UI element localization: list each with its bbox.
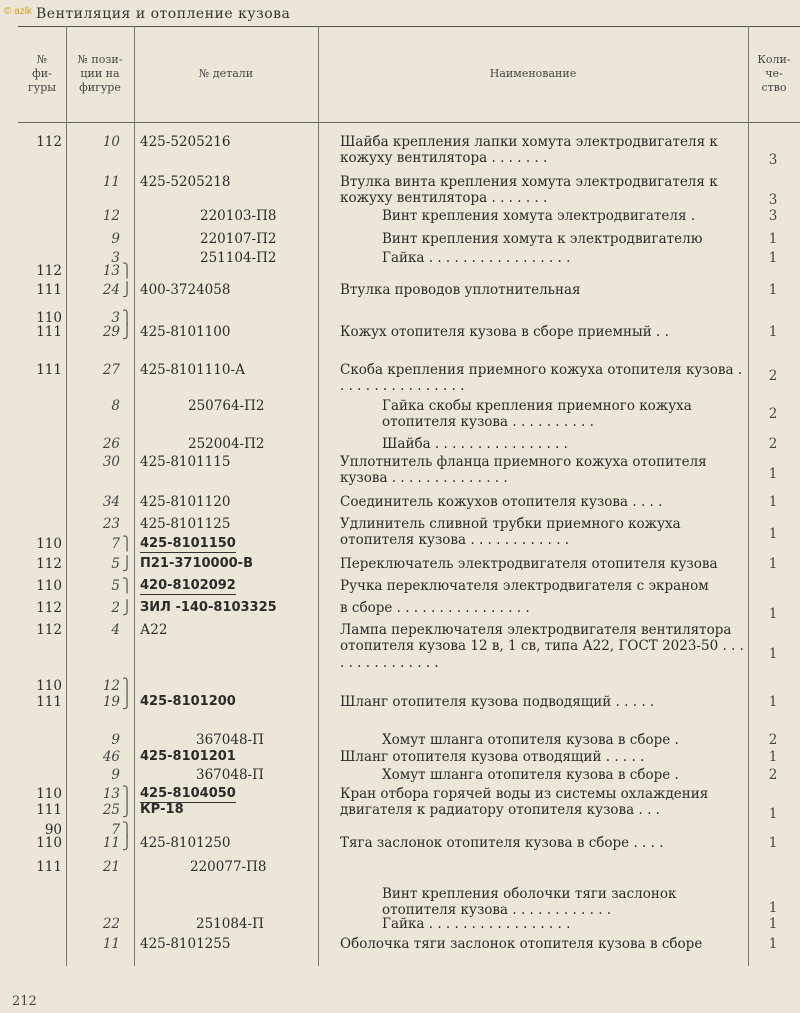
quantity-cell: 2: [768, 368, 778, 384]
part-name-cell: Соединитель кожухов отопителя кузова . . . .: [340, 494, 663, 510]
part-name-cell: Лампа переключателя электродвигателя вентилятора отопителя кузова 12 в, 1 св, типа А22, ГОСТ 2023-50 . . . . . . . . . . . . . . .: [340, 622, 744, 671]
position-number-cell: 7: [111, 536, 120, 552]
part-number-cell: 425-5205216: [140, 134, 231, 150]
part-number-cell: 425-8101255: [140, 936, 231, 952]
part-name-cell: Скоба крепления приемного кожуха отопителя кузова . . . . . . . . . . . . . . . .: [340, 362, 743, 395]
part-number-cell: П21-3710000-В: [140, 556, 253, 571]
quantity-cell: 3: [768, 152, 778, 168]
quantity-cell: 1: [768, 324, 778, 340]
part-number-cell: 425-8104050: [140, 786, 236, 801]
figure-number-cell: 111: [36, 859, 62, 875]
column-divider: [134, 26, 135, 966]
part-number-cell: КР-18: [140, 802, 184, 817]
column-divider: [66, 26, 67, 966]
quantity-cell: 1: [768, 606, 778, 622]
position-number-cell: 24: [102, 282, 120, 298]
part-name-cell: Втулка проводов уплотнительная: [340, 282, 581, 298]
position-number-cell: 11: [102, 936, 120, 952]
quantity-cell: 1: [768, 556, 778, 572]
figure-number-cell: 90: [44, 822, 62, 838]
position-number-cell: 8: [111, 398, 120, 414]
position-number-cell: 46: [102, 749, 120, 765]
figure-number-cell: 110: [36, 310, 62, 326]
figure-number-cell: 112: [36, 134, 62, 150]
part-name-cell: Кожух отопителя кузова в сборе приемный . .: [340, 324, 669, 340]
quantity-cell: 1: [768, 466, 778, 482]
position-number-cell: 12: [102, 208, 120, 224]
part-name-cell: Винт крепления хомута к электродвигателю: [382, 231, 703, 247]
quantity-cell: 1: [768, 835, 778, 851]
brace-glyph: ⎫: [122, 822, 133, 838]
brace-glyph: ⎭: [122, 694, 133, 710]
part-name-cell: Оболочка тяги заслонок отопителя кузова в сборе: [340, 936, 703, 952]
quantity-cell: 1: [768, 749, 778, 765]
part-number-cell: 425-8101120: [140, 494, 231, 510]
quantity-cell: 2: [768, 436, 778, 452]
quantity-cell: 1: [768, 936, 778, 952]
quantity-cell: 1: [768, 250, 778, 266]
part-name-cell: Хомут шланга отопителя кузова в сборе .: [382, 732, 679, 748]
part-number-cell: 367048-П: [196, 767, 264, 783]
quantity-cell: 3: [768, 208, 778, 224]
position-number-cell: 4: [111, 622, 120, 638]
header-figure-number: № фи- гуры: [27, 53, 57, 94]
header-quantity: Коли- че- ство: [757, 53, 791, 94]
brace-glyph: ⎭: [122, 282, 133, 298]
position-number-cell: 3: [111, 250, 120, 266]
figure-number-cell: 111: [36, 282, 62, 298]
position-number-cell: 9: [111, 767, 120, 783]
position-number-cell: 5: [111, 556, 120, 572]
brace-glyph: ⎭: [122, 324, 133, 340]
part-name-cell: Переключатель электродвигателя отопителя кузова: [340, 556, 718, 572]
position-number-cell: 9: [111, 732, 120, 748]
part-name-cell: двигателя к радиатору отопителя кузова . . .: [340, 802, 660, 818]
parts-table: [18, 26, 800, 966]
part-number-cell: 400-3724058: [140, 282, 231, 298]
position-number-cell: 5: [111, 578, 120, 594]
position-number-cell: 7: [111, 822, 120, 838]
figure-number-cell: 111: [36, 324, 62, 340]
brace-glyph: ⎫: [122, 578, 133, 594]
part-number-cell: А22: [140, 622, 168, 638]
figure-number-cell: 110: [36, 786, 62, 802]
position-number-cell: 13: [102, 263, 120, 279]
position-number-cell: 25: [102, 802, 120, 818]
quantity-cell: 1: [768, 646, 778, 662]
column-divider: [748, 26, 749, 966]
part-number-cell: 252004-П2: [188, 436, 265, 452]
position-number-cell: 30: [102, 454, 120, 470]
part-name-cell: Ручка переключателя электродвигателя с экраном: [340, 578, 709, 594]
figure-number-cell: 112: [36, 600, 62, 616]
part-number-cell: ЗИЛ -140-8103325: [140, 600, 277, 615]
figure-number-cell: 112: [36, 622, 62, 638]
position-number-cell: 11: [102, 835, 120, 851]
part-number-cell: 220107-П2: [200, 231, 277, 247]
part-name-cell: Шланг отопителя кузова отводящий . . . . .: [340, 749, 645, 765]
part-number-cell: 425-8101250: [140, 835, 231, 851]
quantity-cell: 1: [768, 526, 778, 542]
part-number-cell: 425-8101150: [140, 536, 236, 551]
part-number-cell: 425-8101125: [140, 516, 231, 532]
header-part-number: № детали: [198, 67, 254, 81]
position-number-cell: 3: [111, 310, 120, 326]
brace-glyph: ⎫: [122, 263, 133, 279]
position-number-cell: 22: [102, 916, 120, 932]
part-number-cell: 425-8101200: [140, 694, 236, 709]
position-number-cell: 12: [102, 678, 120, 694]
part-number-cell: 425-8101201: [140, 749, 236, 764]
position-number-cell: 27: [102, 362, 120, 378]
position-number-cell: 26: [102, 436, 120, 452]
quantity-cell: 1: [768, 231, 778, 247]
quantity-cell: 3: [768, 192, 778, 208]
header-name: Наименование: [489, 67, 577, 81]
figure-number-cell: 110: [36, 678, 62, 694]
part-name-cell: в сборе . . . . . . . . . . . . . . . .: [340, 600, 530, 616]
part-name-cell: Шланг отопителя кузова подводящий . . . . .: [340, 694, 655, 710]
figure-number-cell: 112: [36, 556, 62, 572]
quantity-cell: 2: [768, 767, 778, 783]
brace-glyph: ⎭: [122, 600, 133, 616]
page-number: 212: [12, 994, 37, 1009]
section-title: Вентиляция и отопление кузова: [36, 6, 291, 22]
part-name-cell: Шайба . . . . . . . . . . . . . . . .: [382, 436, 568, 452]
part-number-cell: 425-8101115: [140, 454, 231, 470]
part-name-cell: Гайка . . . . . . . . . . . . . . . . .: [382, 916, 571, 932]
part-number-cell: 425-8101100: [140, 324, 231, 340]
brace-glyph: ⎫: [122, 786, 133, 802]
figure-number-cell: 111: [36, 802, 62, 818]
figure-number-cell: 110: [36, 835, 62, 851]
quantity-cell: 2: [768, 406, 778, 422]
part-number-cell: 250764-П2: [188, 398, 265, 414]
part-name-cell: Удлинитель сливной трубки приемного кожуха отопителя кузова . . . . . . . . . . . .: [340, 516, 681, 549]
brace-glyph: ⎭: [122, 835, 133, 851]
part-name-cell: Хомут шланга отопителя кузова в сборе .: [382, 767, 679, 783]
part-name-cell: Винт крепления хомута электродвигателя .: [382, 208, 696, 224]
brace-glyph: ⎫: [122, 536, 133, 552]
position-number-cell: 21: [102, 859, 120, 875]
part-name-cell: Тяга заслонок отопителя кузова в сборе . . . .: [340, 835, 664, 851]
position-number-cell: 13: [102, 786, 120, 802]
position-number-cell: 29: [102, 324, 120, 340]
brace-glyph: ⎫: [122, 678, 133, 694]
part-number-cell: 425-5205218: [140, 174, 231, 190]
part-number-cell: 420-8102092: [140, 578, 236, 593]
quantity-cell: 1: [768, 806, 778, 822]
part-name-cell: Шайба крепления лапки хомута электродвигателя к кожуху вентилятора . . . . . . .: [340, 134, 718, 167]
part-name-cell: Винт крепления оболочки тяги заслонок отопителя кузова . . . . . . . . . . . .: [382, 886, 677, 919]
watermark: © azlk: [4, 6, 32, 17]
brace-glyph: ⎫: [122, 310, 133, 326]
position-number-cell: 2: [111, 600, 120, 616]
column-divider: [318, 26, 319, 966]
figure-number-cell: 111: [36, 694, 62, 710]
header-bottom-rule: [18, 122, 800, 123]
quantity-cell: 1: [768, 494, 778, 510]
part-name-cell: Гайка скобы крепления приемного кожуха отопителя кузова . . . . . . . . . .: [382, 398, 692, 431]
part-number-cell: 251084-П: [196, 916, 264, 932]
position-number-cell: 11: [102, 174, 120, 190]
part-name-cell: Кран отбора горячей воды из системы охлаждения: [340, 786, 709, 802]
brace-glyph: ⎭: [122, 802, 133, 818]
quantity-cell: 1: [768, 694, 778, 710]
part-name-cell: Гайка . . . . . . . . . . . . . . . . .: [382, 250, 571, 266]
figure-number-cell: 110: [36, 578, 62, 594]
position-number-cell: 9: [111, 231, 120, 247]
position-number-cell: 23: [102, 516, 120, 532]
part-name-cell: Уплотнитель фланца приемного кожуха отопителя кузова . . . . . . . . . . . . . .: [340, 454, 707, 487]
position-number-cell: 19: [102, 694, 120, 710]
figure-number-cell: 111: [36, 362, 62, 378]
part-number-cell: 367048-П: [196, 732, 264, 748]
position-number-cell: 10: [102, 134, 120, 150]
figure-number-cell: 112: [36, 263, 62, 279]
part-name-cell: Втулка винта крепления хомута электродвигателя к кожуху вентилятора . . . . . . .: [340, 174, 718, 207]
quantity-cell: 1: [768, 916, 778, 932]
part-number-cell: 251104-П2: [200, 250, 277, 266]
position-number-cell: 34: [102, 494, 120, 510]
header-position-number: № пози- ции на фигуре: [77, 53, 123, 94]
part-number-cell: 220077-П8: [190, 859, 267, 875]
part-number-cell: 425-8101110-А: [140, 362, 246, 378]
quantity-cell: 2: [768, 732, 778, 748]
quantity-cell: 1: [768, 282, 778, 298]
figure-number-cell: 110: [36, 536, 62, 552]
part-number-cell: 220103-П8: [200, 208, 277, 224]
brace-glyph: ⎭: [122, 556, 133, 572]
quantity-cell: 1: [768, 900, 778, 916]
